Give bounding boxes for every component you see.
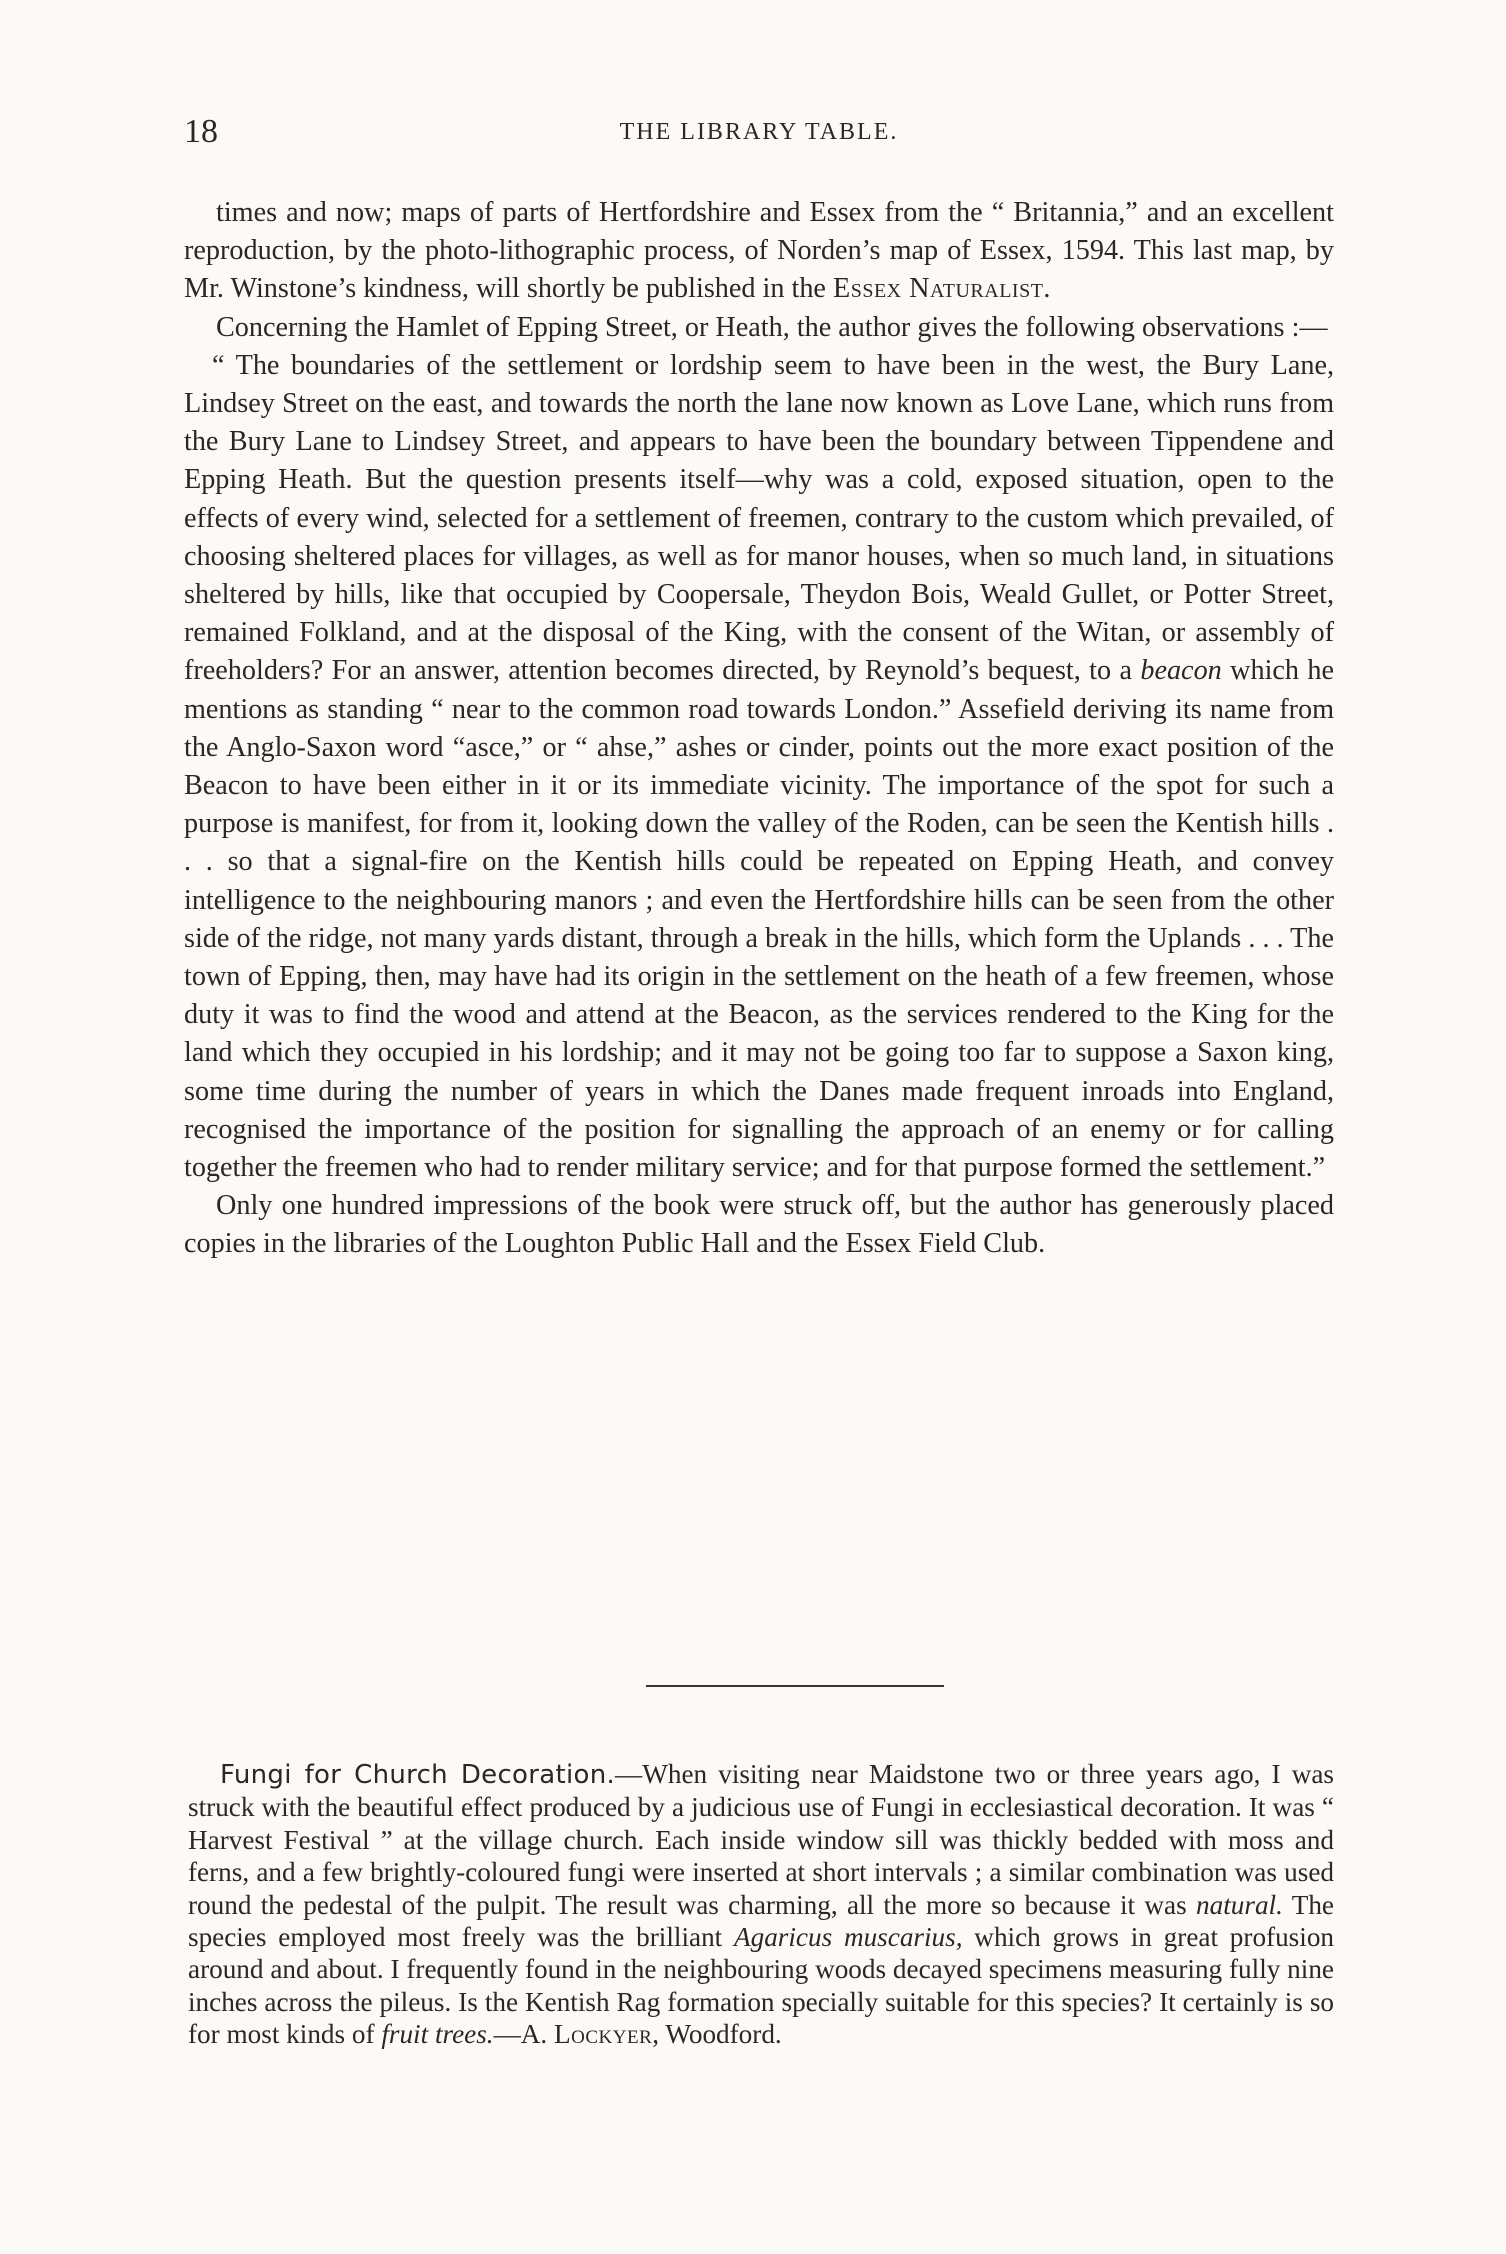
paragraph-4: Only one hundred impressions of the book were struck off, but the author has generously placed copies in the libraries of the Loughton Public Hall and the Essex Field Club. [184,1190,1334,1260]
section-divider [646,1685,944,1687]
note-text-3: which grows in great profusion around and about. I frequently found in the neighbouring woods decayed specimens measuring fully nine inches across the pileus. Is the Kentish Rag formation specially suitable for this species? It certainly is so for most kinds of [188,1922,1335,2050]
fungi-note [188,1758,1334,2051]
paragraph-1 [184,194,1334,309]
running-title: THE LIBRARY TABLE. [619,119,899,145]
note-text-1: —When visiting near Maidstone two or three years ago, I was struck with the beautiful effect produced by a judicious use of Fungi in ecclesiastical decoration. It was “ Harvest Festival ” at the village church. Each inside window sill was thickly bedded with moss and ferns, and a few brightly-coloured fungi were inserted at short intervals ; a similar combination was used round the pedestal of the pulpit. The result was charming, all the more so because it was [188,1759,1334,1920]
note-text-4: —A. [493,2019,555,2050]
note-text-5: , Woodford. [652,2019,782,2050]
author-name: Lockyer [554,2019,653,2050]
page-number: 18 [184,113,218,150]
main-text [184,194,1334,1264]
species-italic: Agaricus muscarius, [734,1922,963,1953]
fruit-trees-italic: fruit trees. [381,2019,494,2050]
note-text-2: The species employed most freely was the brilliant [188,1889,1334,1953]
journal-name: Essex Naturalist [833,273,1044,305]
beacon-italic: beacon [1140,655,1222,687]
page-header [184,112,1334,152]
quotation-text-2: which he mentions as standing “ near to the common road towards London.” Assefield deriving its name from the Anglo-Saxon word “asce,” or “ ahse,” ashes or cinder, points out the more exact position of the Beacon to have been either in it or its immediate vicinity. The importance of the spot for such a purpose is manifest, for from it, looking down the valley of the Roden, can be seen the Kentish hills . . . so that a signal-fire on the Kentish hills could be repeated on Epping Heath, and convey intelligence to the neighbouring manors ; and even the Hertfordshire hills can be seen from the other side of the ridge, not many yards distant, through a break in the hills, which form the Uplands . . . The town of Epping, then, may have had its origin in the settlement on the heath of a few freemen, whose duty it was to find the wood and attend at the Beacon, as the services rendered to the King for the land which they occupied in his lordship; and it may not be going too far to suppose a Saxon king, some time during the number of years in which the Danes made frequent inroads into England, recognised the importance of the position for signalling the approach of an enemy or for calling together the freemen who had to render military service; and for that purpose formed the settlement.” [184,655,1334,1184]
fungi-note-paragraph [188,1758,1334,2051]
paragraph-1-end: . [1043,273,1051,305]
paragraph-2: Concerning the Hamlet of Epping Street, or Heath, the author gives the following observations :— [216,311,1328,343]
note-title: Fungi for Church Decoration. [220,1760,616,1790]
quotation-paragraph [184,347,1334,1187]
natural-italic: natural. [1196,1889,1283,1920]
quotation-text-1: “ The boundaries of the settlement or lordship seem to have been in the west, the Bury Lane, Lindsey Street on the east, and towards the north the lane now known as Love Lane, which runs from the Bury Lane to Lindsey Street, and appears to have been the boundary between Tippendene and Epping Heath. But the question presents itself—why was a cold, exposed situation, open to the effects of every wind, selected for a settlement of freemen, contrary to the custom which prevailed, of choosing sheltered places for villages, as well as for manor houses, when so much land, in situations sheltered by hills, like that occupied by Coopersale, Theydon Bois, Weald Gullet, or Potter Street, remained Folkland, and at the disposal of the King, with the consent of the Witan, or assembly of freeholders? For an answer, attention becomes directed, by Reynold’s bequest, to a [184,349,1334,687]
paragraph-1-text: times and now; maps of parts of Hertfordshire and Essex from the “ Britannia,” and an excellent reproduction, by the photo-lithographic process, of Norden’s map of Essex, 1594. This last map, by Mr. Winstone’s kindness, will shortly be published in the [184,197,1334,305]
